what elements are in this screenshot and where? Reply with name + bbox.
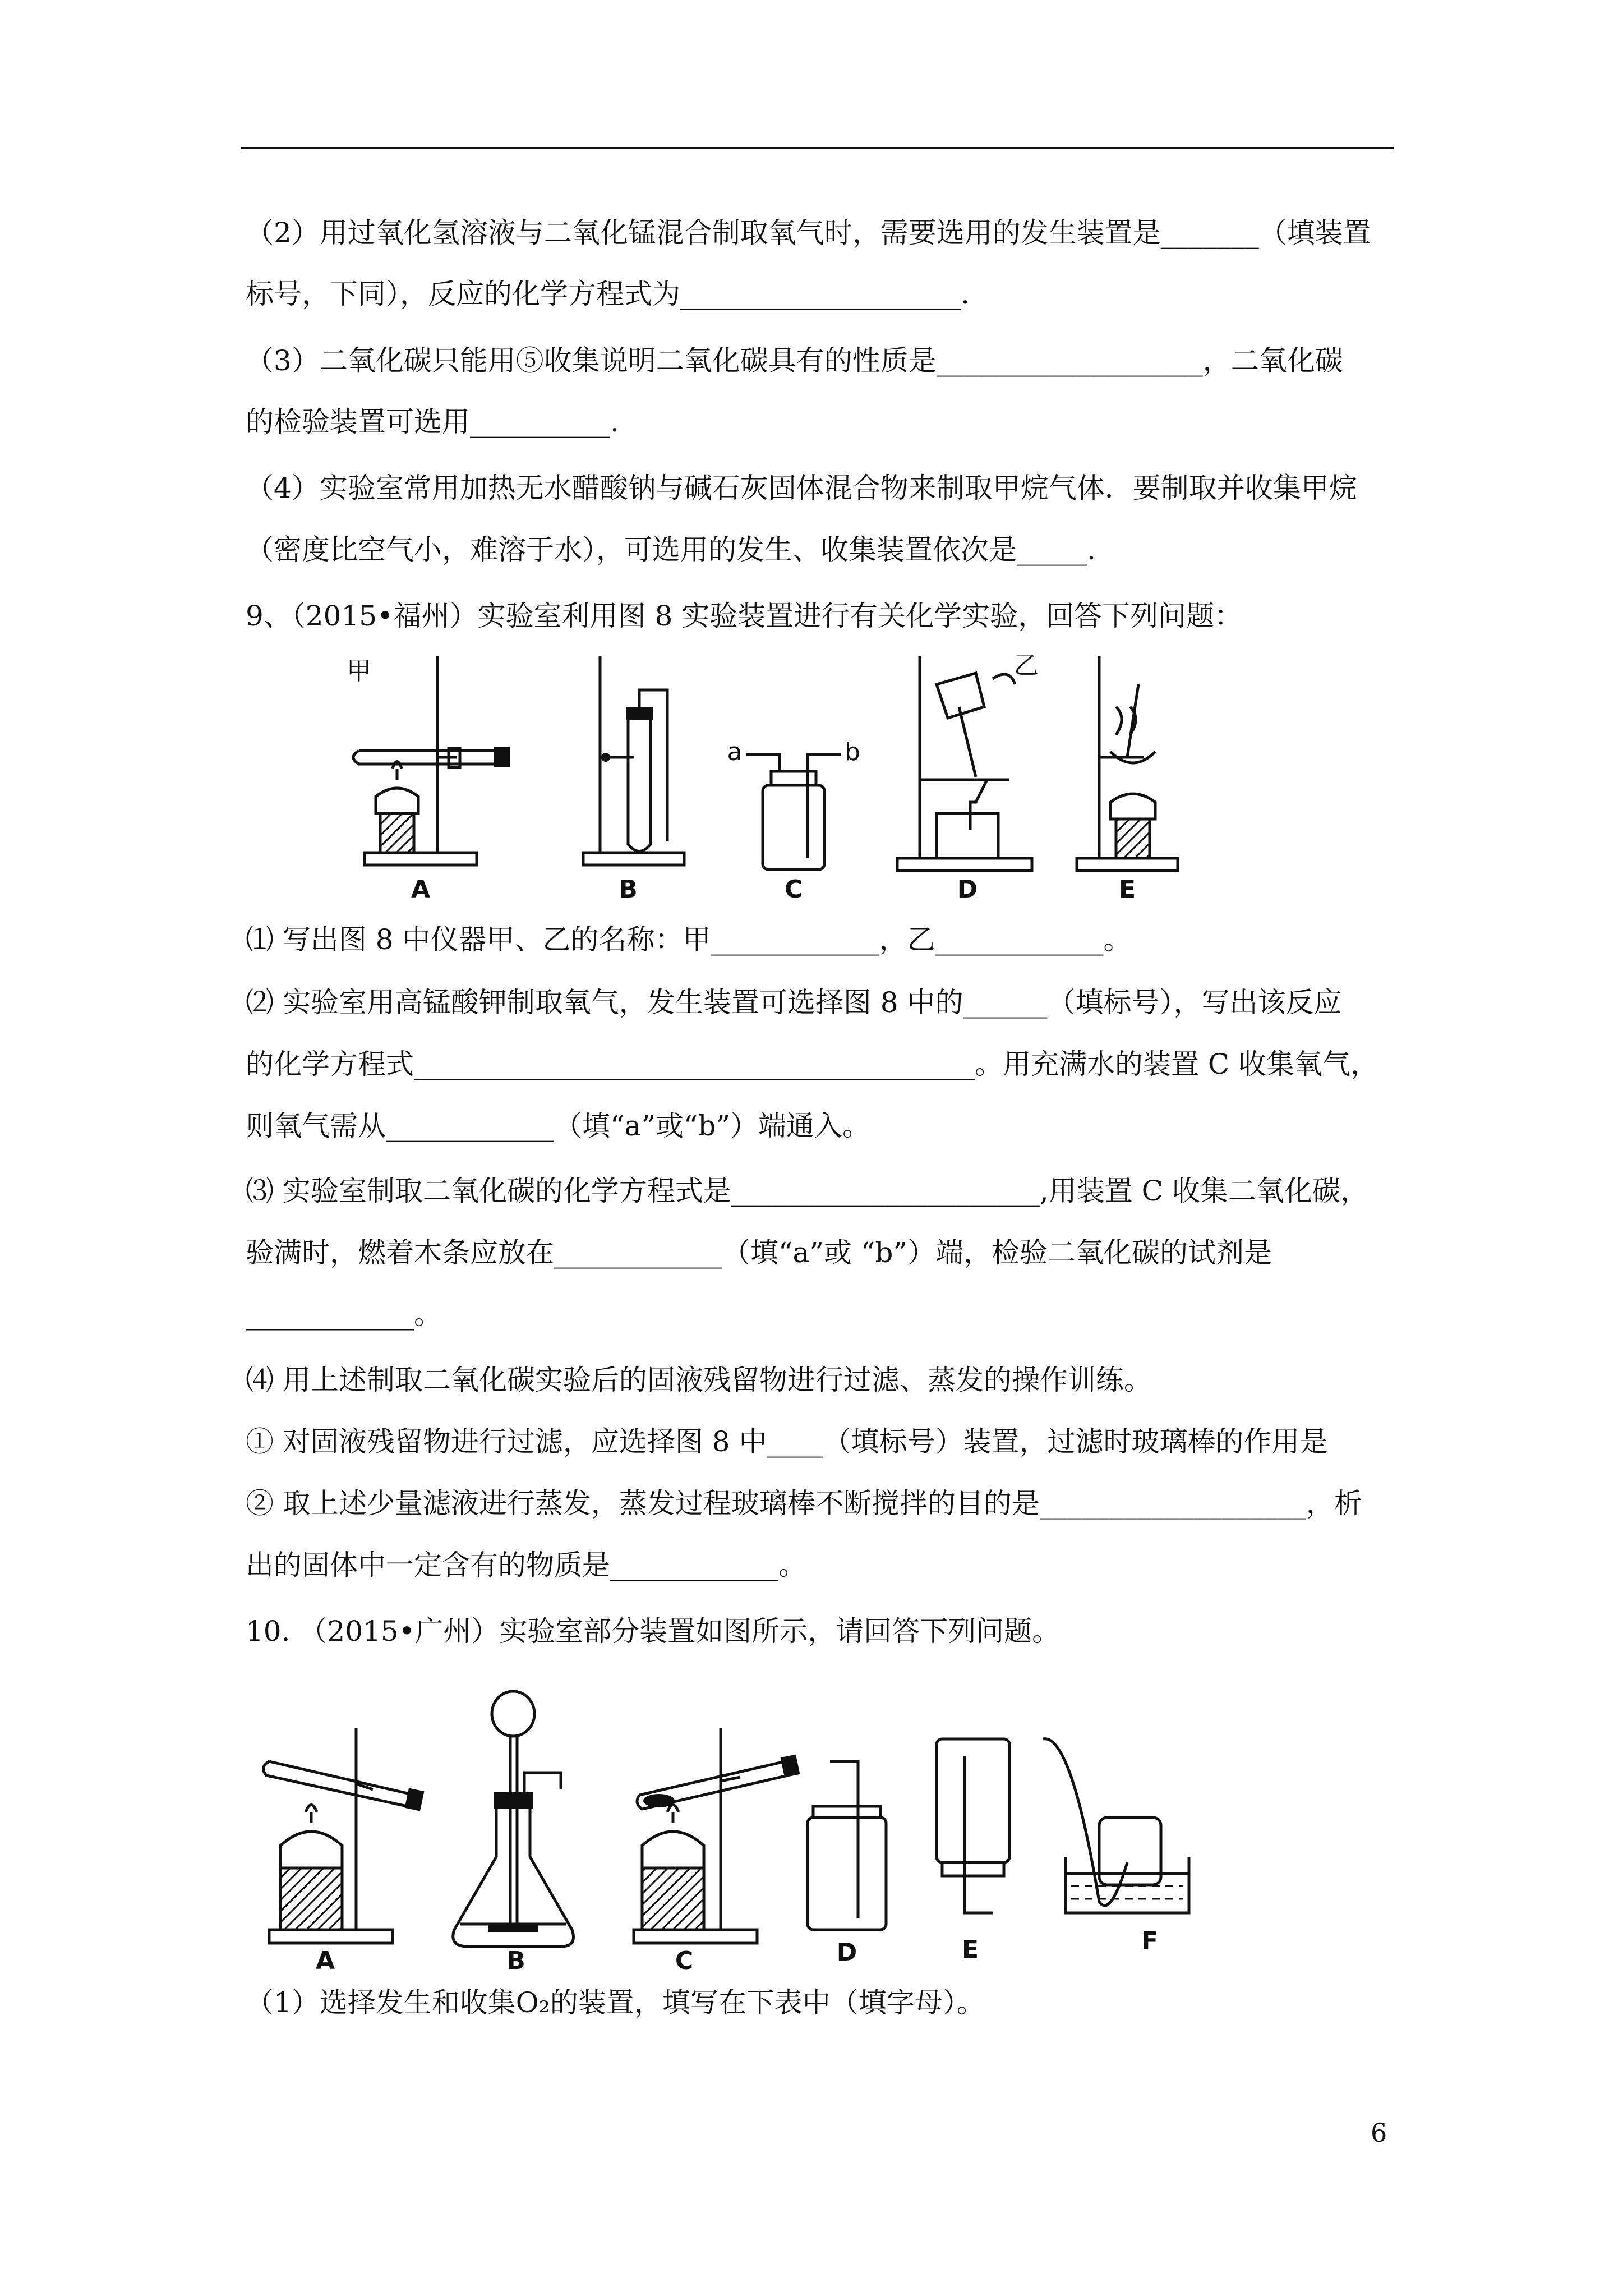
text-line: ① 对固液残留物进行过滤，应选择图 8 中____（填标号）装置，过滤时玻璃棒的作用是 — [246, 1425, 1328, 1458]
text-line: ⑵ 实验室用高锰酸钾制取氧气，发生装置可选择图 8 中的______（填标号），写出该反应 — [246, 986, 1342, 1019]
apparatus-d-figure10 — [808, 1761, 886, 1930]
apparatus-a-figure8 — [353, 656, 510, 865]
text-line: 则氧气需从____________（填“a”或“b”）端通入。 — [246, 1110, 871, 1142]
text-line: 的化学方程式________________________________________。用充满水的装置 C 收集氧气， — [246, 1048, 1379, 1080]
apparatus-label: E — [1118, 875, 1136, 904]
text-line: （1）选择发生和收集O₂的装置，填写在下表中（填字母）。 — [246, 1986, 985, 2019]
figure-8 — [314, 645, 1211, 914]
apparatus-d-figure8 — [897, 656, 1032, 871]
apparatus-b-figure8 — [583, 656, 684, 865]
question-10-heading: 10. （2015•广州）实验室部分装置如图所示，请回答下列问题。 — [246, 1615, 1061, 1648]
apparatus-label: C — [675, 1947, 694, 1975]
apparatus-b-figure10 — [453, 1691, 574, 1947]
text-line: ② 取上述少量滤液进行蒸发，蒸发过程玻璃棒不断搅拌的目的是___________________，析 — [246, 1487, 1362, 1520]
apparatus-f-figure10 — [1043, 1739, 1189, 1913]
figure-10 — [247, 1677, 1284, 1975]
header-rule — [241, 147, 1394, 149]
apparatus-label: D — [836, 1938, 857, 1967]
apparatus-label: B — [619, 875, 638, 904]
text-line: 标号，下同），反应的化学方程式为____________________. — [246, 278, 970, 310]
label-port-b: b — [845, 738, 860, 766]
text-line: ⑶ 实验室制取二氧化碳的化学方程式是______________________,用装置 C 收集二氧化碳， — [246, 1175, 1368, 1207]
apparatus-a-figure10 — [264, 1728, 425, 1943]
page-number: 6 — [1371, 2118, 1387, 2148]
text-line: 验满时，燃着木条应放在____________（填“a”或 “b”）端，检验二氧化碳的试剂是 — [246, 1236, 1272, 1269]
text-line: （2）用过氧化氢溶液与二氧化锰混合制取氧气时，需要选用的发生装置是_______（填装置 — [246, 217, 1371, 249]
label-jia: 甲 — [347, 657, 371, 685]
apparatus-label: B — [506, 1947, 525, 1975]
text-line: （3）二氧化碳只能用⑤收集说明二氧化碳具有的性质是___________________，二氧化碳 — [246, 344, 1343, 377]
text-line: （4）实验室常用加热无水醋酸钠与碱石灰固体混合物来制取甲烷气体．要制取并收集甲烷 — [246, 472, 1357, 504]
label-yi: 乙 — [1014, 651, 1039, 680]
apparatus-e-figure8 — [1077, 656, 1178, 871]
apparatus-label: E — [961, 1935, 979, 1964]
text-line: ⑷ 用上述制取二氧化碳实验后的固液残留物进行过滤、蒸发的操作训练。 — [246, 1364, 1152, 1396]
label-port-a: a — [727, 738, 743, 766]
text-line: 的检验装置可选用__________. — [246, 406, 619, 438]
text-line: 出的固体中一定含有的物质是____________。 — [246, 1549, 806, 1581]
apparatus-label: F — [1141, 1927, 1159, 1955]
apparatus-label: C — [784, 875, 803, 904]
apparatus-label: A — [411, 875, 431, 904]
apparatus-label: D — [957, 875, 978, 904]
text-line: ⑴ 写出图 8 中仪器甲、乙的名称：甲____________，乙____________。 — [246, 923, 1132, 956]
apparatus-label: A — [315, 1947, 335, 1975]
apparatus-c-figure10 — [634, 1728, 800, 1943]
text-line: ____________。 — [246, 1298, 442, 1331]
apparatus-e-figure10 — [937, 1739, 1009, 1913]
apparatus-c-figure8 — [746, 754, 841, 869]
question-9-heading: 9、（2015•福州）实验室利用图 8 实验装置进行有关化学实验，回答下列问题： — [246, 600, 1243, 632]
text-line: （密度比空气小，难溶于水），可选用的发生、收集装置依次是_____. — [246, 533, 1096, 566]
